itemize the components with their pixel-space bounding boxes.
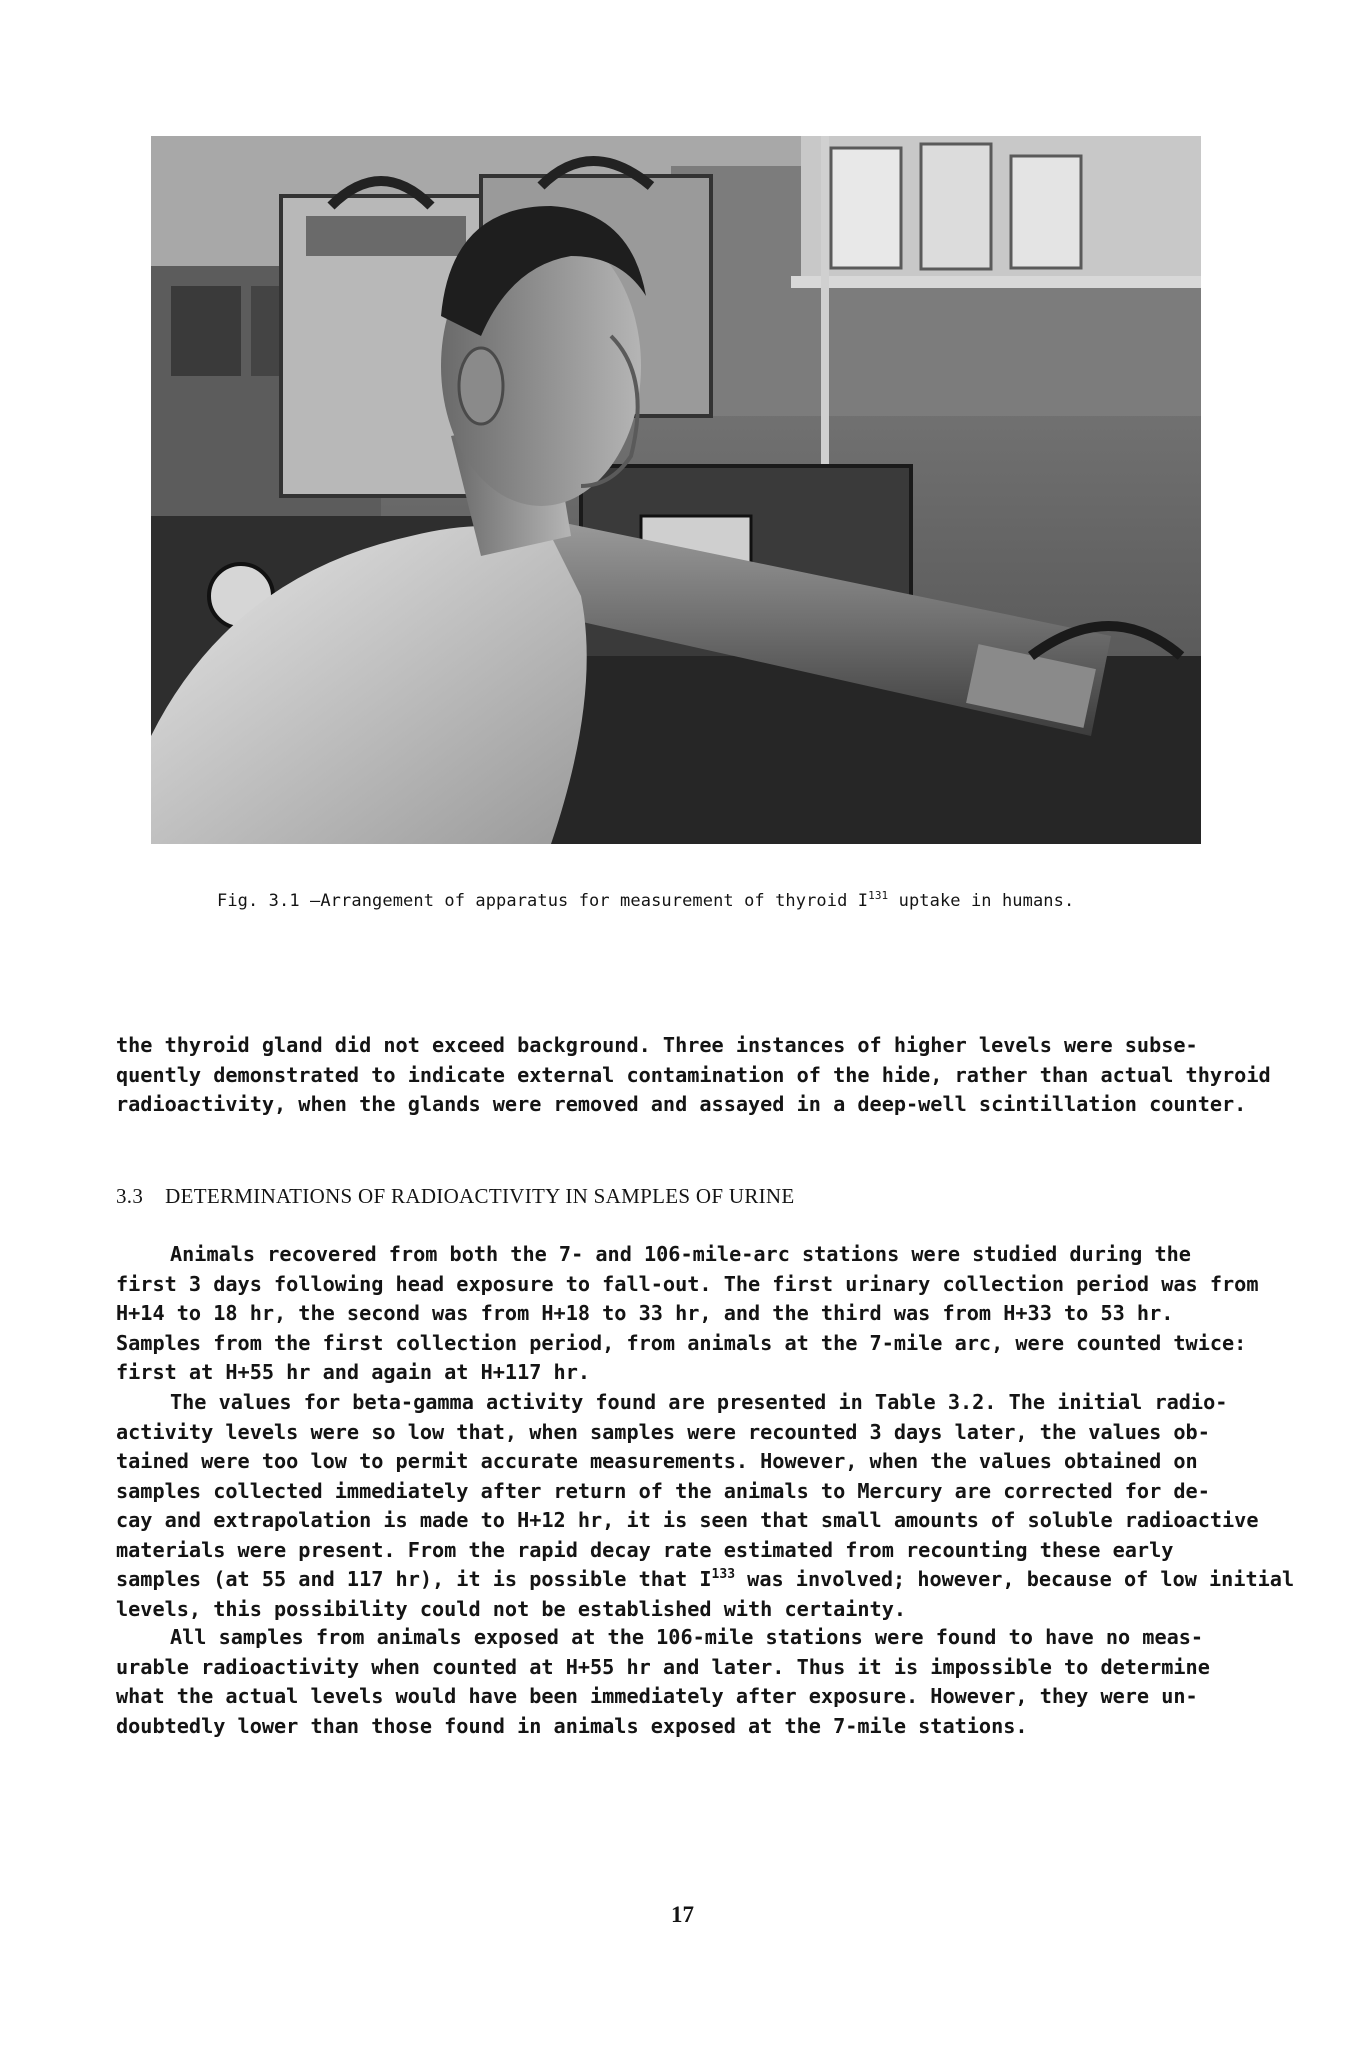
page-number: 17 bbox=[671, 1902, 694, 1927]
paragraph-106-mile bbox=[116, 1623, 1246, 1741]
text-line: H+14 to 18 hr, the second was from H+18 to 33 hr, and the third was from H+33 to 53 hr. bbox=[116, 1301, 1174, 1325]
text-line: samples collected immediately after return of the animals to Mercury are corrected for de- bbox=[116, 1478, 1210, 1503]
text-line: levels, this possibility could not be established with certainty. bbox=[116, 1596, 907, 1621]
text-line: the thyroid gland did not exceed background. Three instances of higher levels were subse- bbox=[116, 1033, 1198, 1057]
caption-suffix: uptake in humans. bbox=[888, 891, 1075, 911]
text-line: All samples from animals exposed at the 106-mile stations were found to have no meas- bbox=[170, 1625, 1204, 1649]
text-line: materials were present. From the rapid decay rate estimated from recounting these early bbox=[116, 1537, 1174, 1562]
text-line bbox=[116, 1565, 1295, 1595]
paragraph-continuation bbox=[116, 1031, 1271, 1120]
figure-caption bbox=[217, 891, 1217, 911]
text-line: urable radioactivity when counted at H+55 hr and later. Thus it is impossible to determine bbox=[116, 1654, 1210, 1679]
section-heading bbox=[116, 1184, 795, 1209]
photograph-icon bbox=[151, 136, 1201, 844]
paragraph-urine-collection bbox=[116, 1240, 1259, 1388]
section-title: DETERMINATIONS OF RADIOACTIVITY IN SAMPLES OF URINE bbox=[165, 1184, 795, 1208]
text-line: first 3 days following head exposure to fall-out. The first urinary collection period was from bbox=[116, 1271, 1259, 1296]
paragraph-beta-gamma bbox=[116, 1388, 1295, 1624]
section-number: 3.3 bbox=[116, 1184, 144, 1208]
text-line: Samples from the first collection period, from animals at the 7-mile arc, were counted twice: bbox=[116, 1330, 1247, 1355]
figure-photograph bbox=[151, 136, 1201, 844]
line-prefix: samples (at 55 and 117 hr), it is possible that I bbox=[116, 1567, 712, 1591]
text-line: The values for beta-gamma activity found are presented in Table 3.2. The initial radio- bbox=[170, 1390, 1228, 1414]
text-line: what the actual levels would have been immediately after exposure. However, they were un- bbox=[116, 1684, 1198, 1708]
isotope-superscript: 133 bbox=[711, 1567, 736, 1582]
text-line: radioactivity, when the glands were removed and assayed in a deep-well scintillation counter. bbox=[116, 1092, 1247, 1116]
caption-prefix: Fig. 3.1 —Arrangement of apparatus for measurement of thyroid I bbox=[217, 891, 869, 911]
text-line: tained were too low to permit accurate measurements. However, when the values obtained on bbox=[116, 1449, 1198, 1473]
line-suffix: was involved; however, because of low initial bbox=[735, 1567, 1295, 1591]
text-line: doubtedly lower than those found in animals exposed at the 7-mile stations. bbox=[116, 1713, 1028, 1738]
text-line: activity levels were so low that, when samples were recounted 3 days later, the values ob- bbox=[116, 1419, 1210, 1444]
text-line: Animals recovered from both the 7- and 106-mile-arc stations were studied during the bbox=[170, 1242, 1191, 1266]
text-line: first at H+55 hr and again at H+117 hr. bbox=[116, 1360, 591, 1384]
text-line: cay and extrapolation is made to H+12 hr, it is seen that small amounts of soluble radioactive bbox=[116, 1508, 1259, 1532]
caption-superscript: 131 bbox=[868, 889, 889, 902]
text-line: quently demonstrated to indicate external contamination of the hide, rather than actual thyroid bbox=[116, 1062, 1271, 1087]
